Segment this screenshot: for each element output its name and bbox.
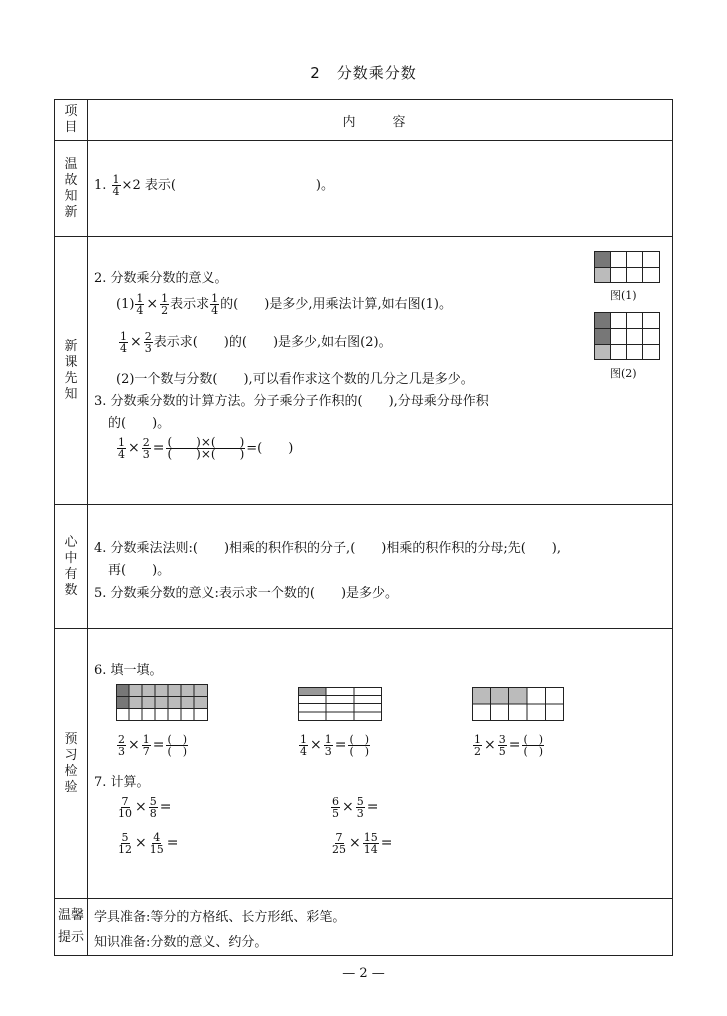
- section-label-cell: [55, 629, 88, 899]
- header-content-label: 内 容: [342, 114, 418, 130]
- exercise-7c: $\frac{5}{12}$ × $\frac{4}{15}$ =: [118, 831, 179, 856]
- section-yuxi: [88, 629, 673, 899]
- page-title: 2 分数乘分数: [310, 64, 417, 82]
- exercise-grid-c: [472, 687, 564, 721]
- question-2-3: (2)一个数与分数( ),可以看作求这个数的几分之几是多少。: [116, 372, 474, 387]
- section-label-xinzhong: 心中有数: [64, 534, 78, 598]
- question-3-formula: $\frac{1}{4}$ × $\frac{2}{3}$ = $\frac{( )\times( )}{( )\times( )}$ =( ): [118, 435, 294, 461]
- header-item-cell: [55, 100, 88, 141]
- section-xinke: [88, 237, 673, 505]
- exercise-grid-b: [298, 687, 382, 721]
- section-label-cell: [55, 505, 88, 629]
- section-label-wengu: 温故知新: [64, 156, 78, 220]
- section-label-cell: [55, 237, 88, 505]
- tip-tools: 学具准备:等分的方格纸、长方形纸、彩笔。: [94, 910, 346, 925]
- exercise-7b: $\frac{6}{5}$ × $\frac{5}{3}$ =: [332, 795, 379, 820]
- section-wengu: [88, 141, 673, 237]
- fraction: $\frac{1}{4}$: [112, 173, 120, 198]
- section-xinzhong: [88, 505, 673, 629]
- question-4-line-a: 4. 分数乘法法则:( )相乘的积作积的分子,( )相乘的积作积的分母;先( ),: [94, 541, 561, 556]
- exercise-6b: $\frac{1}{4}$ × $\frac{1}{3}$ = $\frac{( )}{( )}$: [300, 733, 370, 758]
- question-2-title: 2. 分数乘分数的意义。: [94, 271, 228, 286]
- figure-2-grid: [594, 312, 660, 360]
- header-content-cell: [88, 100, 673, 141]
- question-6-title: 6. 填一填。: [94, 663, 163, 678]
- question-3-line-b: 的( )。: [108, 416, 171, 431]
- question-1: 1. $\frac{1}{4}$ ×2 表示( )。: [94, 173, 334, 198]
- exercise-grid-a: [116, 684, 208, 721]
- tip-knowledge: 知识准备:分数的意义、约分。: [94, 935, 268, 950]
- question-2-2: $\frac{1}{4}$ × $\frac{2}{3}$ 表示求( )的( )是多少,如右图(2)。: [120, 330, 392, 355]
- question-2-1: (1) $\frac{1}{4}$ × $\frac{1}{2}$ 表示求 $\frac{1}{4}$ 的( )是多少,用乘法计算,如右图(1)。: [116, 292, 452, 317]
- figure-2-caption: 图(2): [610, 367, 637, 380]
- exercise-7d: $\frac{7}{25}$ × $\frac{15}{14}$ =: [332, 831, 393, 856]
- question-7-title: 7. 计算。: [94, 775, 150, 790]
- exercise-7a: $\frac{7}{10}$ × $\frac{5}{8}$ =: [118, 795, 172, 820]
- question-4-line-b: 再( )。: [108, 563, 171, 578]
- section-label-cell: [55, 899, 88, 956]
- exercise-6a: $\frac{2}{3}$ × $\frac{1}{7}$ = $\frac{( )}{( )}$: [118, 733, 188, 758]
- section-label-wenxin-a: 温馨: [57, 908, 84, 923]
- figure-1-grid: [594, 251, 660, 283]
- exercise-6c: $\frac{1}{2}$ × $\frac{3}{5}$ = $\frac{( )}{( )}$: [474, 733, 544, 758]
- section-wenxin: [88, 899, 673, 956]
- section-label-yuxi: 预习检验: [64, 731, 78, 795]
- page-number: — 2 —: [342, 966, 385, 981]
- section-label-xinke: 新课先知: [64, 338, 78, 402]
- section-label-cell: [55, 141, 88, 237]
- header-item-label: 项目: [64, 104, 78, 135]
- section-label-wenxin-b: 提示: [57, 930, 84, 945]
- worksheet-table: [54, 99, 673, 956]
- question-3-line-a: 3. 分数乘分数的计算方法。分子乘分子作积的( ),分母乘分母作积: [94, 394, 489, 409]
- figure-1-caption: 图(1): [610, 289, 637, 302]
- question-5: 5. 分数乘分数的意义:表示求一个数的( )是多少。: [94, 586, 399, 601]
